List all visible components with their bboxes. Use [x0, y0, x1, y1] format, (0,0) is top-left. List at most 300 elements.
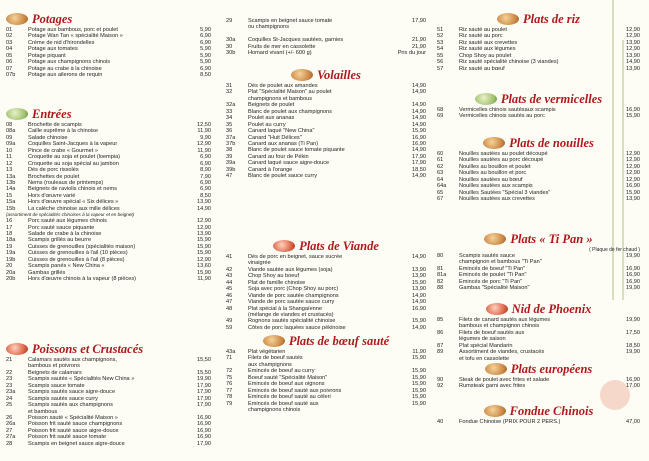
- item-price: 13,90: [626, 65, 640, 72]
- item-price: 11,90: [197, 276, 211, 283]
- item-price: 21,90: [412, 43, 426, 50]
- item-number: 15: [6, 192, 13, 199]
- section-title-text: Nid de Phoenix: [511, 302, 592, 316]
- item-label: Canard "Huit Délices": [248, 134, 302, 141]
- item-price: 13,90: [626, 39, 640, 46]
- item-label: champignons chinois: [248, 406, 301, 413]
- item-label: Riz sauté spécialité chinoise (3 viandes): [459, 59, 559, 66]
- item-price: 16,90: [626, 377, 640, 383]
- item-price: 6,90: [200, 65, 211, 72]
- item-number: 49: [226, 318, 233, 325]
- item-number: 35: [226, 121, 233, 128]
- item-price: 13,90: [626, 196, 640, 203]
- item-price: 6,90: [200, 154, 211, 161]
- item-label: Porc sauté aux légumes chinois: [28, 218, 107, 225]
- section-title-text: Plats européens: [510, 362, 593, 376]
- section-title: [6, 107, 211, 122]
- item-label: Riz sauté au bœuf: [459, 65, 505, 72]
- item-number: 65: [437, 189, 444, 196]
- item-label: Gambas "Spécialité Maison": [459, 285, 530, 292]
- item-label: Plat spécial à la Shangaïenne: [248, 305, 323, 312]
- item-label: Blanc de poulet aux champignons: [248, 108, 332, 115]
- dish-illustration-icon: [497, 13, 519, 25]
- item-price: 15,90: [412, 355, 426, 362]
- item-label: Scampis sautés sauce: [459, 253, 515, 259]
- dish-illustration-icon: [263, 335, 285, 347]
- menu-section: [226, 18, 426, 57]
- item-number: 77: [226, 387, 233, 394]
- item-number: 72: [226, 368, 233, 375]
- item-label: Cuisses de grenouilles à l'ail (10 pièces): [28, 250, 128, 257]
- section-title: [437, 362, 640, 377]
- item-number: 19: [6, 243, 13, 250]
- item-number: 18a: [6, 237, 16, 244]
- item-number: 37a: [226, 134, 236, 141]
- section-title-text: Plats de bœuf sauté: [288, 334, 390, 348]
- item-number: 20a: [6, 269, 16, 276]
- item-number: 10: [6, 147, 13, 154]
- item-price: 17,90: [412, 18, 426, 24]
- item-price: 16,90: [412, 134, 426, 141]
- item-price: 15,90: [412, 128, 426, 135]
- item-label: Calamars sautés aux champignons,: [28, 357, 117, 363]
- item-label: Plat de famille chinoise: [248, 279, 306, 286]
- item-number: 28: [6, 440, 13, 447]
- item-price: 12,90: [626, 157, 640, 164]
- section-title-text: Potages: [32, 12, 73, 26]
- item-number: 40: [437, 419, 444, 425]
- section-subtitle: ( Plaque de fer chaud ): [589, 247, 640, 253]
- item-price: 16,90: [197, 427, 211, 434]
- item-number: 15a: [6, 199, 16, 206]
- item-price: 16,90: [412, 140, 426, 147]
- item-price: 14,90: [412, 102, 426, 109]
- item-price: 13,90: [626, 52, 640, 59]
- item-number: 19b: [6, 256, 16, 263]
- item-number: 64a: [437, 183, 447, 190]
- item-label: Dés de porc en beignet, sauce sucrée: [248, 254, 343, 260]
- item-label: Caille suprême à la chinoise: [28, 128, 98, 135]
- item-label: Viande de porc sautée sauce curry: [248, 299, 335, 306]
- menu-section: [6, 107, 211, 283]
- item-label: Potage Wan Tan « spécialité Maison »: [28, 33, 123, 40]
- item-number: 32a: [226, 102, 236, 109]
- menu-section: [437, 404, 640, 425]
- menu-item: [437, 419, 640, 425]
- item-number: 55: [437, 52, 444, 59]
- item-number: 60: [437, 151, 444, 157]
- dish-illustration-icon: [485, 363, 507, 375]
- item-label: Nouilles Sautées "Spécial 3 viandes": [459, 189, 551, 196]
- dish-illustration-icon: [484, 405, 506, 417]
- item-label: Émincés de poulet "Ti Pan": [459, 272, 527, 279]
- item-label: Canard laqué sauce aigre-douce: [248, 160, 330, 167]
- item-label: Filets de boeuf sautés: [248, 355, 303, 362]
- item-number: 52: [437, 33, 444, 40]
- section-title-text: Poissons et Crustacés: [32, 342, 144, 356]
- item-label: Filets de canard sautés aux légumes: [459, 317, 551, 323]
- item-number: 15b: [6, 205, 16, 212]
- dish-illustration-icon: [6, 13, 28, 25]
- item-number: 03: [6, 39, 13, 46]
- item-price: 17,90: [197, 382, 211, 389]
- item-number: 34: [226, 115, 233, 122]
- item-number: 23: [6, 376, 13, 383]
- item-price: 12,90: [197, 218, 211, 225]
- item-price: 12,90: [626, 163, 640, 170]
- menu-item: [6, 441, 211, 447]
- item-label: champignons et bambous: [248, 95, 313, 102]
- item-label: Coquilles Saint-Jacques à la vapeur: [28, 141, 118, 148]
- item-label: Poisson frit sauté sauce champignons: [28, 421, 123, 428]
- menu-item: [226, 325, 426, 331]
- item-number: 32: [226, 89, 233, 96]
- item-price: 17,90: [412, 160, 426, 167]
- item-label: Soja avec porc (Chop Shoy au porc): [248, 286, 339, 293]
- item-label: Scampis en beignet sauce tomate: [248, 18, 333, 24]
- item-price: 21,90: [412, 37, 426, 44]
- item-number: 13a: [6, 173, 16, 180]
- item-number: 39b: [226, 166, 236, 173]
- item-price: 14,90: [412, 108, 426, 115]
- item-price: 16,90: [626, 265, 640, 272]
- menu-item: [437, 383, 640, 389]
- item-number: 17: [6, 224, 13, 231]
- section-title-text: Plats de vermicelles: [500, 92, 603, 106]
- item-price: 12,90: [626, 27, 640, 33]
- item-label: Scampis en beignet sauce aigre-douce: [28, 440, 125, 447]
- item-price: 14,90: [412, 115, 426, 122]
- menu-section: [226, 334, 426, 413]
- item-price: 12,90: [197, 224, 211, 231]
- item-number: 04: [6, 46, 13, 53]
- item-label: Plat végétarien: [248, 349, 286, 355]
- item-number: 27a: [6, 434, 16, 441]
- item-label: Chop Shoy au poulet: [459, 52, 512, 59]
- item-price: 16,90: [197, 414, 211, 421]
- item-price: 15,90: [412, 394, 426, 401]
- dish-illustration-icon: [291, 69, 313, 81]
- item-price: 5,90: [200, 46, 211, 53]
- item-label: Canard à l'orange: [248, 166, 293, 173]
- item-price: 15,90: [412, 279, 426, 286]
- item-label: Poulet au curry: [248, 121, 286, 128]
- item-label: vinaigrée: [248, 260, 271, 267]
- item-label: Crème de nid d'hirondelles: [28, 39, 95, 46]
- item-price: 14,90: [412, 324, 426, 331]
- item-number: 20b: [6, 276, 16, 283]
- item-price: 19,90: [626, 253, 640, 259]
- item-price: [424, 407, 426, 413]
- item-label: Salade chinoise: [28, 134, 68, 141]
- item-price: 12,90: [626, 46, 640, 53]
- item-label: Hors d'œuvre varié: [28, 192, 76, 199]
- item-number: 39: [226, 153, 233, 160]
- item-number: 21: [6, 357, 13, 363]
- item-number: 61: [437, 157, 444, 164]
- item-number: 20: [6, 263, 13, 270]
- item-label: Scampis sautés sauce curry: [28, 395, 98, 402]
- item-number: 67: [437, 196, 444, 203]
- item-price: 14,90: [412, 173, 426, 180]
- item-number: 25: [6, 402, 13, 409]
- item-label: Émincés de boeuf au curry: [248, 368, 315, 375]
- item-price: 15,90: [412, 374, 426, 381]
- item-price: 14,90: [412, 299, 426, 306]
- item-label: et tofu en cassolette: [459, 355, 510, 362]
- item-price: 5,90: [200, 52, 211, 59]
- dish-illustration-icon: [483, 137, 505, 149]
- item-number: 71: [226, 355, 233, 362]
- item-label: Plat spécial Mandarin: [459, 342, 513, 349]
- item-number: 30a: [226, 37, 236, 44]
- item-label: et bambous: [28, 408, 58, 415]
- item-label: Potage aux bambous, porc et poulet: [28, 27, 118, 33]
- item-label: Boeuf sauté "Spécialité Maison": [248, 374, 328, 381]
- item-price: 15,90: [412, 381, 426, 388]
- item-label: Steak de poulet avec frites et salade: [459, 377, 550, 383]
- menu-section: [226, 68, 426, 180]
- menu-item: [6, 276, 211, 282]
- item-label: bambous et champignon chinois: [459, 323, 540, 330]
- dish-illustration-icon: [6, 343, 28, 355]
- item-label: Scampis sautés « Spécialités New China »: [28, 376, 135, 383]
- item-price: 6,90: [200, 186, 211, 193]
- item-number: 64: [437, 176, 444, 183]
- item-label: Hors d'œuvre chinois à la vapeur (8 pièces): [28, 276, 137, 283]
- item-number: [226, 407, 248, 413]
- item-number: 89: [437, 349, 444, 356]
- item-label: Émincés de boeuf "Ti Pan": [459, 265, 526, 272]
- item-price: 19,90: [626, 285, 640, 292]
- item-number: 56: [437, 59, 444, 66]
- item-number: 75: [226, 374, 233, 381]
- item-label: Nouilles sautées aux crevettes: [459, 196, 535, 203]
- item-number: 29: [226, 18, 233, 24]
- item-label: Nouilles sautées au poulet découpé: [459, 151, 548, 157]
- item-price: 8,50: [200, 192, 211, 199]
- item-number: 07b: [6, 72, 16, 79]
- item-label: légumes de saison: [459, 336, 506, 343]
- item-price: 15,50: [197, 369, 211, 376]
- item-price: 12,90: [626, 176, 640, 183]
- menu-item: [437, 196, 640, 202]
- item-number: 62: [437, 163, 444, 170]
- item-label: bambous et poivrons: [28, 363, 80, 370]
- item-price: 17,90: [197, 389, 211, 396]
- item-price: 13,90: [197, 199, 211, 206]
- section-title: [437, 404, 640, 419]
- item-number: 90: [437, 377, 444, 383]
- section-title: [437, 136, 640, 151]
- item-number: 09a: [6, 141, 16, 148]
- section-title: [437, 302, 640, 317]
- menu-section: [437, 12, 640, 72]
- item-number: 80: [437, 253, 444, 259]
- item-price: 15,50: [197, 357, 211, 363]
- item-number: 31: [226, 83, 233, 89]
- section-title-text: Fondue Chinois: [509, 404, 594, 418]
- item-price: Prix du jour: [397, 50, 426, 57]
- item-price: 11,90: [412, 349, 426, 355]
- item-label: Brochette de scampis: [28, 122, 82, 128]
- item-number: 26a: [6, 421, 16, 428]
- item-number: 46: [226, 292, 233, 299]
- item-label: Hors d'œuvre spécial « Six délices »: [28, 199, 119, 206]
- item-label: Pince de crabe « Gourmet »: [28, 147, 98, 154]
- item-price: 18,50: [626, 342, 640, 349]
- item-price: 7,90: [200, 173, 211, 180]
- item-label: Riz sauté aux légumes: [459, 46, 516, 53]
- item-number: 11: [6, 154, 12, 161]
- menu-item: [226, 50, 426, 56]
- menu-section: [437, 362, 640, 390]
- item-label: champignon et bambous "Ti Pan": [459, 259, 542, 266]
- item-price: 17,90: [197, 440, 211, 447]
- section-title: [437, 12, 640, 27]
- menu-section: [6, 342, 211, 447]
- item-label: Beignets de poulet: [248, 102, 295, 109]
- item-price: 5,90: [200, 59, 211, 66]
- item-number: 26: [6, 414, 13, 421]
- item-number: 79: [226, 400, 233, 407]
- dish-illustration-icon: [475, 93, 497, 105]
- item-number: 05: [6, 52, 13, 59]
- item-number: 43a: [226, 349, 236, 355]
- item-number: 76: [226, 381, 233, 388]
- section-title: [437, 92, 640, 107]
- menu-section: [437, 232, 640, 292]
- section-title-text: Plats de riz: [523, 12, 580, 26]
- item-price: 18,50: [412, 166, 426, 173]
- menu-section: [437, 136, 640, 203]
- item-number: 02: [6, 33, 13, 40]
- item-price: 13,90: [412, 286, 426, 293]
- item-label: Émincés de boeuf sauté au céleri: [248, 394, 331, 401]
- item-label: Vermicelles chinois sautésaux scampis: [459, 107, 556, 113]
- item-price: 15,90: [412, 368, 426, 375]
- item-price: 19,90: [626, 317, 640, 323]
- section-title-text: Plats de Viande: [299, 239, 379, 253]
- item-price: 17,90: [197, 402, 211, 409]
- item-label: Scampis grillés au beurre: [28, 237, 92, 244]
- item-price: 19,90: [626, 349, 640, 356]
- item-price: 12,90: [626, 170, 640, 177]
- item-label: Rumsteak garni avec frites: [459, 383, 526, 390]
- item-price: 15,90: [412, 400, 426, 407]
- item-label: Porc sauté sauce piquante: [28, 224, 95, 231]
- item-price: 13,60: [197, 263, 211, 270]
- section-title: [226, 68, 426, 83]
- item-price: 8,90: [200, 167, 211, 174]
- item-price: 6,90: [200, 39, 211, 46]
- item-label: Dés de porc rissolés: [28, 167, 79, 174]
- item-number: 30b: [226, 50, 236, 57]
- item-number: 30: [226, 43, 233, 50]
- item-number: 06: [6, 59, 13, 66]
- item-price: 12,90: [197, 256, 211, 263]
- item-label: Scampis sauce tomate: [28, 382, 85, 389]
- item-number: 47: [226, 299, 233, 306]
- section-title-text: Plats de nouilles: [509, 136, 594, 150]
- item-price: 16,90: [626, 272, 640, 279]
- item-label: Chop Shoy au boeuf: [248, 273, 300, 280]
- item-price: 16,90: [412, 305, 426, 312]
- dish-illustration-icon: [484, 233, 506, 245]
- item-label: Riz sauté aux crevettes: [459, 39, 518, 46]
- item-label: Croquette au soja spécial au jambon: [28, 160, 119, 167]
- item-label: Poisson frit sauté sauce aigre-douce: [28, 427, 119, 434]
- item-price: 19,90: [197, 376, 211, 383]
- item-label: aux champignons: [248, 361, 292, 368]
- item-label: Émincés de boeuf sauté aux poivrons: [248, 387, 342, 394]
- item-price: 15,90: [197, 269, 211, 276]
- item-price: 16,90: [626, 107, 640, 113]
- section-title: [226, 239, 426, 254]
- item-number: 24: [6, 395, 13, 402]
- menu-section: [6, 12, 211, 79]
- item-label: Scampis panés « New China »: [28, 263, 105, 270]
- item-number: 48: [226, 305, 233, 312]
- item-number: 09: [6, 134, 13, 141]
- item-label: Cuisses de grenouilles à l'ail (8 pièces): [28, 256, 125, 263]
- item-number: 51: [437, 27, 444, 33]
- item-label: Brochettes de poulet: [28, 173, 80, 180]
- item-price: 12,90: [197, 141, 211, 148]
- item-label: Gambas grillés: [28, 269, 66, 276]
- item-label: Canard laqué "New China": [248, 128, 315, 135]
- item-price: 14,90: [412, 83, 426, 89]
- item-label: Nouilles au bouillon et porc: [459, 170, 527, 177]
- dish-illustration-icon: [6, 108, 28, 120]
- item-price: 14,90: [412, 89, 426, 96]
- item-price: 15,90: [626, 113, 640, 120]
- section-title-text: Volailles: [317, 68, 361, 82]
- menu-section: [226, 239, 426, 331]
- item-number: 33: [226, 108, 233, 115]
- section-note: (assortiment de spécialités chinoises à la vapeur et en beignet): [6, 212, 135, 218]
- item-label: Scampis sautés aux champignons: [28, 402, 113, 409]
- menu-item: [437, 66, 640, 72]
- item-number: 18: [6, 231, 13, 237]
- item-label: Viande sautée aux légumes (soja): [248, 266, 333, 273]
- item-number: 45: [226, 286, 233, 293]
- item-number: 41: [226, 254, 233, 260]
- item-number: 54: [437, 46, 444, 53]
- menu-item: [437, 285, 640, 291]
- item-label: Filets de boeuf sautés aux: [459, 329, 525, 336]
- item-price: 6,90: [200, 160, 211, 167]
- item-label: Riz sauté au porc: [459, 33, 503, 40]
- item-price: 17,50: [626, 329, 640, 336]
- item-number: 68: [437, 107, 444, 113]
- item-price: 16,90: [197, 421, 211, 428]
- item-label: Blanc de poulet sauce curry: [248, 173, 318, 180]
- item-price: 11,90: [197, 128, 211, 135]
- item-price: 17,90: [197, 395, 211, 402]
- item-price: 15,90: [412, 387, 426, 394]
- item-price: 9,90: [200, 134, 211, 141]
- item-label: Émincés de boeuf sauté aux: [248, 400, 319, 407]
- menu-item: [226, 173, 426, 179]
- item-number: 92: [437, 383, 444, 390]
- section-title-text: Entrées: [32, 107, 72, 121]
- item-label: Poulet aux ananas: [248, 115, 295, 122]
- item-number: 69: [437, 113, 444, 120]
- item-label: Cuisses de grenouilles (spécialités maison): [28, 243, 136, 250]
- item-number: 23: [6, 382, 13, 389]
- item-label: Poisson sauté « Spécialité Maison »: [28, 414, 118, 421]
